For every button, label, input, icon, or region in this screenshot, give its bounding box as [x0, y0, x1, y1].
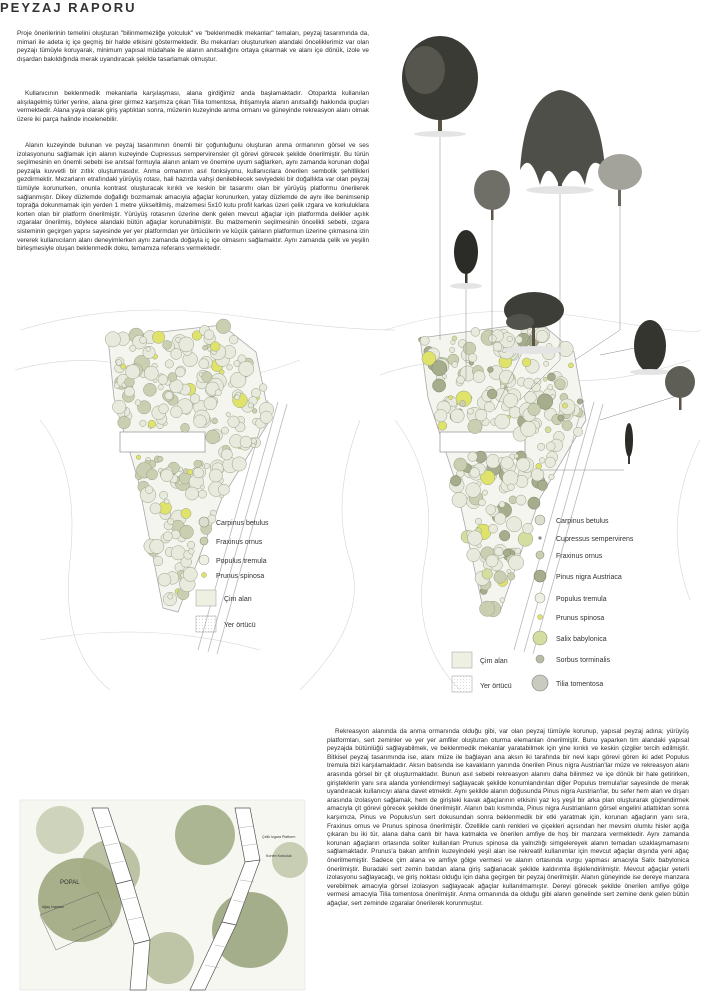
- tree-canopy-symbol: [508, 555, 523, 570]
- entrance-paragraph: Kullanıcının beklenmedik mekanlarla karşılaşması, alana girdiğimiz anda başlamaktadır. Otoparkta kullanılan alışılagelmiş türler yerine, alana girer girmez karşımıza çıkan Tilia tomentosa, ihtişamıyla alanın anıtsallığı hakkında ipuçları vermektedir. Alana yaya olarak giriş yaptıktan sonra, müzenin kuzeyinde anma ormanı ve güneyinde rekreasyon alanı olmak üzere iki parça halinde incelenebilir.: [17, 90, 369, 123]
- tree-canopy-symbol: [240, 436, 252, 448]
- tree-canopy-symbol: [234, 361, 240, 367]
- legend-swatch-populus: [199, 555, 209, 565]
- tree-canopy-symbol: [486, 454, 500, 468]
- tree-canopy-symbol: [545, 427, 551, 433]
- tree-canopy-symbol: [500, 370, 514, 384]
- tree-canopy-symbol: [235, 395, 240, 400]
- recreation-paragraph: Rekreasyon alanında da anma ormanında olduğu gibi, var olan peyzaj tümüyle korunup, yapısal peyzaj adına; yürüyüş platformları, sert zeminler ve yer yer amfiler oluşturan oturma elemanları önerilmiştir. Bunu yaparken tim alandaki yapısal peyzajda bütünlüğü sağlayabilmek, ve beklenmedik mekanlar yaratabilmek için yine kırıklı ve keskin çizgiler tercih edilmiştir. Bitkisel peyzaj tasarımında ise, alanı müze ile bağlayan ana aksın iki tarafında bir nevi kapı görevi gören iki adet Populus tremula bizi karşılamaktadır. Aksın batısında ise kavakların yanında önerilen Pinus nigra Austrian'lar müze ve rekreasyon alanı arasında görsel bir çit oluşturmaktadır. Bunun asıl sebebi rekreasyon alanını daha bilinmez ve içe dönük bir hale getirirken, girişteklerin yanı sıra alanda yonlendirmeyi sağlayacak şekilde konumlandırılan diğer Populus tremula'lar sayesinde de merak uyandıracak kullanıcıyı alana davet etmektir. Aynı şekilde alanın doğusunda Pinus nigra Austrian'lar, bu sefer hem alan ve dışarı arasında izolasyon sağlamak, hem de girişteki kavak ağaçlarının etkisini yaz kış yeşil bir arka plan oluşturarak güçlendirmek amacıyla çit görevi görecek şekilde önerilmiştir. Alanın batı kısmında, Pinus nigra Austrianların görsel engelini atlattıktan sonra karşımıza, Pinus ve Populus'un sert dokusundan sonra beklenmedik bir etki yaratmak için, korunan ağaçların yanı sıra, Fraxinus ornus ve Prunus spinosa önerilmiştir. Özellikle canlı renkleri ve çiçekleri açısından her mevsim olumlu hisler açığa çıkaran bu iki tür, alana daha canlı bir hava katmakta ve önerilen amfiye de hoş bir manzara vermektedir. Aynı zamanda korunan ağaçların ortasında soliter kullanılan Prunus spinosa da yalnızlığı simgelereyek alanın temadan uzaklaşmamasını sağlamaktadır. Prunus'a bakan amfinin kuzeyindeki yeşil alan ise rekreatif kullanımlar için mevcut ağaçlar dışında yeni ağaç önerilmemiştir. Sadece çim alana ve amfiye gölge vermesi ve alanın ortasında vurgu yapması amacıyla Salix babylonica önerilmiştir. Buradaki sert zemin batıdan alana giriş sağlanacak şekilde kaldırımla ilişkilendirilmiştir. Mevcut ağaçlar yeterli izolasyonu sağlayacağı, ve giriş noktası olduğu için daha geçirgen bir peyzaj önerilmiştir. Alanın güneyinde ise dereye manzara verebilmek amacıyla görsel izolasyon sağlayacak ağaçlar kullanılmamıştır. Dereyi görecek şekilde önerilen amfiye gölge vermesi amacıyla Tilia tomentosa önerilmiştir. Anma ormanında da olduğu gibi alanın genelinde sert zemine denk gelen bütün ağaçlar, sert zeminde ızgaralar önerilerek korunmuştur.: [327, 728, 689, 907]
- tree-canopy-symbol: [482, 569, 493, 580]
- tree-canopy-symbol: [452, 362, 458, 368]
- tree-canopy-symbol: [438, 421, 447, 430]
- tree-canopy-symbol: [466, 483, 481, 498]
- tree-canopy-symbol: [204, 463, 209, 468]
- tree-canopy-symbol: [193, 468, 203, 478]
- legend-swatch-prunus: [538, 615, 543, 620]
- tree-canopy-symbol: [232, 457, 246, 471]
- tree-canopy-symbol: [499, 501, 505, 507]
- tree-canopy-symbol: [148, 420, 156, 428]
- tree-canopy-symbol: [454, 458, 467, 471]
- tree-canopy-symbol: [194, 415, 207, 428]
- tree-canopy-symbol: [118, 416, 131, 429]
- tree-canopy-symbol: [187, 541, 195, 549]
- tree-canopy-symbol: [124, 387, 134, 397]
- tree-canopy-symbol: [558, 415, 564, 421]
- legend-label: Çim alan: [224, 596, 252, 603]
- tree-canopy-symbol: [452, 492, 467, 507]
- legend-swatch-fraxinus: [536, 551, 544, 559]
- tree-canopy-symbol: [190, 394, 200, 404]
- tree-canopy-symbol: [508, 484, 515, 491]
- tree-canopy-symbol: [200, 485, 204, 489]
- tree-canopy-symbol: [248, 403, 253, 408]
- tree-canopy-symbol: [545, 457, 556, 468]
- tree-canopy-symbol: [171, 546, 185, 560]
- right-museum-building: [440, 432, 525, 452]
- tree-canopy-symbol: [548, 385, 553, 390]
- detail-plan: [20, 800, 308, 990]
- fraxinus-elevation-tree-icon: [598, 154, 642, 206]
- tree-canopy-symbol: [252, 409, 257, 414]
- legend-swatch-carpinus: [535, 515, 545, 525]
- tree-canopy-symbol: [537, 443, 544, 450]
- tree-canopy-symbol: [187, 469, 193, 475]
- tree-canopy-symbol: [521, 421, 537, 437]
- tree-canopy-symbol: [163, 340, 172, 349]
- tree-canopy-symbol: [467, 548, 481, 562]
- tree-canopy-symbol: [432, 361, 447, 376]
- tree-canopy-symbol: [216, 319, 231, 334]
- tree-canopy-symbol: [480, 601, 495, 616]
- tree-canopy-symbol: [522, 358, 531, 367]
- tree-canopy-symbol: [194, 460, 201, 467]
- tree-canopy-symbol: [489, 335, 497, 343]
- tree-canopy-symbol: [198, 490, 206, 498]
- tree-canopy-symbol: [515, 548, 521, 554]
- tree-canopy-symbol: [204, 330, 214, 340]
- tree-canopy-symbol: [577, 399, 582, 404]
- tree-canopy-symbol: [202, 372, 213, 383]
- tree-canopy-symbol: [181, 508, 191, 518]
- tree-canopy-symbol: [516, 495, 526, 505]
- tree-canopy-symbol: [227, 365, 233, 371]
- tree-canopy-symbol: [494, 571, 507, 584]
- detail-tag: Korten Korkuluk: [266, 854, 292, 858]
- legend-label: Fraxinus ornus: [216, 539, 263, 546]
- tree-canopy-symbol: [479, 499, 486, 506]
- tree-canopy-symbol: [457, 376, 465, 384]
- tree-canopy-symbol: [525, 392, 537, 404]
- tree-canopy-symbol: [143, 383, 156, 396]
- left-site-plan: [15, 310, 395, 690]
- legend-label: Tilia tomentosa: [556, 681, 604, 688]
- tree-canopy-symbol: [507, 569, 511, 573]
- tree-canopy-symbol: [450, 476, 461, 487]
- tree-canopy-symbol: [420, 336, 429, 345]
- tree-canopy-symbol: [189, 549, 195, 555]
- tree-canopy-symbol: [218, 484, 229, 495]
- tree-canopy-symbol: [433, 379, 446, 392]
- tree-canopy-symbol: [460, 400, 466, 406]
- tree-canopy-symbol: [144, 366, 158, 380]
- tree-canopy-symbol: [506, 517, 521, 532]
- tree-canopy-symbol: [501, 457, 514, 470]
- tree-canopy-symbol: [165, 392, 173, 400]
- tree-canopy-symbol: [171, 348, 182, 359]
- left-museum-building: [120, 432, 205, 452]
- legend-label: Populus tremula: [216, 558, 267, 565]
- legend-swatch-groundcover: [452, 676, 472, 692]
- tree-canopy-symbol: [489, 524, 498, 533]
- tree-canopy-symbol: [126, 365, 140, 379]
- cupressus-elevation-tree-icon: [625, 423, 633, 464]
- tree-canopy-symbol: [209, 469, 222, 482]
- tree-canopy-symbol: [486, 505, 496, 515]
- tree-canopy-symbol: [161, 469, 174, 482]
- tree-canopy-symbol: [562, 420, 572, 430]
- tree-canopy-symbol: [221, 449, 232, 460]
- tree-canopy-symbol: [536, 463, 542, 469]
- tree-canopy-symbol: [150, 539, 164, 553]
- tree-canopy-symbol: [160, 491, 168, 499]
- tree-canopy-symbol: [140, 420, 146, 426]
- tree-canopy-symbol: [158, 385, 163, 390]
- tree-canopy-symbol: [206, 430, 220, 444]
- tree-canopy-symbol: [473, 371, 485, 383]
- tree-canopy-symbol: [168, 518, 174, 524]
- tree-canopy-symbol: [204, 397, 217, 410]
- tree-canopy-symbol: [251, 443, 255, 447]
- tree-canopy-symbol: [555, 379, 566, 390]
- tree-canopy-symbol: [528, 403, 541, 416]
- tree-canopy-symbol: [260, 411, 272, 423]
- tree-canopy-symbol: [158, 375, 168, 385]
- tree-canopy-symbol: [515, 336, 522, 343]
- tree-canopy-symbol: [181, 423, 190, 432]
- tree-canopy-symbol: [482, 490, 487, 495]
- tree-canopy-symbol: [549, 474, 555, 480]
- tree-canopy-symbol: [537, 480, 547, 490]
- tree-canopy-symbol: [121, 364, 126, 369]
- legend-swatch-pinus: [534, 570, 546, 582]
- tree-canopy-symbol: [152, 331, 164, 343]
- tree-canopy-symbol: [158, 573, 171, 586]
- tree-canopy-symbol: [475, 409, 487, 421]
- legend-swatch-prunus: [202, 573, 207, 578]
- tree-canopy-symbol: [471, 328, 480, 337]
- tree-canopy-symbol: [180, 525, 194, 539]
- tree-canopy-symbol: [495, 547, 504, 556]
- legend-label: Yer örtücü: [480, 683, 512, 690]
- tree-canopy-symbol: [203, 345, 208, 350]
- tree-canopy-symbol: [168, 373, 177, 382]
- legend-label: Prunus spinosa: [216, 573, 265, 580]
- tree-canopy-symbol: [147, 469, 158, 480]
- tree-canopy-symbol: [543, 377, 547, 381]
- tree-canopy-symbol: [112, 400, 126, 414]
- legend-label: Carpinus betulus: [216, 520, 269, 527]
- tree-canopy-symbol: [165, 360, 173, 368]
- tree-canopy-symbol: [229, 335, 238, 344]
- tree-canopy-symbol: [179, 337, 194, 352]
- legend-swatch-populus: [535, 593, 545, 603]
- tilia-elevation-tree-icon: [402, 36, 478, 137]
- legend-label: Cupressus sempervirens: [556, 536, 634, 543]
- carpinus-elevation-tree-icon: [630, 320, 670, 375]
- legend-label: Fraxinus ornus: [556, 553, 603, 560]
- tree-canopy-symbol: [528, 497, 540, 509]
- legend-swatch-tilia: [532, 675, 548, 691]
- tree-canopy-symbol: [212, 418, 218, 424]
- tree-canopy-symbol: [516, 458, 530, 472]
- legend-swatch-grass: [196, 590, 216, 606]
- tree-canopy-symbol: [183, 567, 197, 581]
- legend-swatch-fraxinus: [200, 537, 208, 545]
- tree-canopy-symbol: [468, 452, 478, 462]
- tree-canopy-symbol: [130, 345, 136, 351]
- tree-canopy-symbol: [199, 359, 209, 369]
- detail-area-label: POPAL: [60, 880, 80, 886]
- legend-swatch-groundcover: [196, 616, 216, 632]
- tree-canopy-symbol: [449, 396, 453, 400]
- tree-canopy-symbol: [164, 499, 169, 504]
- tree-canopy-symbol: [163, 532, 172, 541]
- legend-swatch-cupressus: [538, 536, 541, 539]
- tree-canopy-symbol: [468, 408, 474, 414]
- legend-label: Yer örtücü: [224, 622, 256, 629]
- tree-canopy-symbol: [509, 407, 521, 419]
- tree-canopy-symbol: [574, 427, 583, 436]
- tree-canopy-symbol: [468, 419, 482, 433]
- tree-canopy-symbol: [507, 573, 515, 581]
- memorial-forest-paragraph: Alanın kuzeyinde bulunan ve peyzaj tasarımının önemli bir çoğunluğunu oluşturan anma ormanının görsel ve ses izolasyonunu sağlamak için alanın kuzeyinde Cupressus sempervirensler çit görevi görecek şekilde önerilmiştir. Bu türün seçilmesinin en önemli sebebi ise anıtsal formuyla alanın anlam ve önemine uyum sağlarken, aynı zamanda korunan doğal peyzajla kuvvetli bir zıtlık oluşturmasıdır. Anma ormanının asıl fonksiyonu, kullanıcılara önerilen sembolik şehitlikleri gezdirmektir. Mezarların etrafındaki yürüyüş rotası, hali hazırda vahşi denilebilecek seviyedeki bir doğallıkta var olan peyzaj tümüyle korunurken, onunla kontrast oluşturacak kırıklı ve keskin bir tasarımı olan bir yürüyüş platformu önerilerek sağlanmıştır. Dikey düzlemde doğallığı bozmamak amacıyla ağaçlar korunurken, yatay düzlemde de aynı ilke benimsenip toprağa dokunmamak için yerden 1 metre yükseltilmiş, malzemesi 5x10 kutu profil karkas üzeri çelik ızgara ve korkuluklara korten olan bir platform önerilmiştir. Yürüyüş rotasının üzerine denk gelen mevcut ağaçlar için platformda delikler açılık ızgaralar önerilmiş, böylece alandaki bütün ağaçlar korunabilmiştir. Bu malzemenin seçilmesinin öncelikli sebebi, ızgara sisteminin geçirgen yapısı sayesinde yer yer platformdan yer örtücülerin ve küçük çalıların platformun üzerine çıkmasına izin vererek kullanıcıların alanı deneyimlerken aynı zamanda doğayla iç içe olmasını sağlamaktır. Aynı zamanda çelik ve yeşilin birleşmesiyle oluşan beklenmedik doku, temamıza referans vermektedir.: [17, 142, 369, 253]
- legend-label: Pinus nigra Austriaca: [556, 574, 622, 581]
- detail-tag: Çelik Izgara Platform: [262, 835, 296, 839]
- legend-swatch-grass: [452, 652, 472, 668]
- tree-canopy-symbol: [500, 598, 505, 603]
- legend-label: Salix babylonica: [556, 636, 607, 643]
- tree-canopy-symbol: [239, 361, 254, 376]
- tree-canopy-symbol: [518, 532, 533, 547]
- tree-canopy-symbol: [451, 409, 465, 423]
- tree-canopy-symbol: [562, 403, 567, 408]
- tree-canopy-symbol: [493, 342, 502, 351]
- tree-canopy-symbol: [159, 404, 169, 414]
- tree-canopy-symbol: [503, 549, 510, 556]
- sorbus-elevation-tree-icon: [474, 170, 510, 220]
- tree-canopy-symbol: [135, 400, 141, 406]
- legend-label: Populus tremula: [556, 596, 607, 603]
- tree-canopy-symbol: [170, 406, 182, 418]
- tree-canopy-symbol: [546, 442, 555, 451]
- legend-label: Carpinus betulus: [556, 518, 609, 525]
- tree-canopy-symbol: [536, 330, 548, 342]
- tree-canopy-symbol: [140, 337, 147, 344]
- legend-swatch-sorbus: [536, 655, 544, 663]
- tree-canopy-symbol: [539, 457, 545, 463]
- tree-canopy-symbol: [514, 454, 518, 458]
- tree-canopy-symbol: [523, 523, 534, 534]
- intro-paragraph: Proje önerilerinin temelini oluşturan "bilinmemezliğe yolculuk" ve "beklenmedik mekanlar" temaları, peyzaj tasarımında da, mimari ile adeta iç içe geçmiş bir halde etkisini göstermektedir. Bu mekanları oluştururken alandaki önceliklerimiz var olan peyzajı tümüyle koruyarak, minimum yapısal müdahale ile alanın anıtsallığını ortaya çıkarmak ve alanı içe dönük, izole ve dışardan bakıldığında merak uyandıracak şekilde tasarlamak olmuştur.: [17, 30, 369, 63]
- detail-tag: Ağaç Izgarası: [42, 905, 64, 909]
- tree-canopy-symbol: [221, 427, 228, 434]
- tree-canopy-symbol: [145, 486, 153, 494]
- tree-canopy-symbol: [211, 342, 221, 352]
- tree-canopy-symbol: [500, 384, 504, 388]
- legend-label: Prunus spinosa: [556, 615, 605, 622]
- page-title: PEYZAJ RAPORU: [0, 0, 137, 15]
- tree-canopy-symbol: [468, 354, 477, 363]
- legend-label: Çim alan: [480, 658, 508, 665]
- tree-canopy-symbol: [484, 402, 494, 412]
- tree-canopy-symbol: [468, 531, 483, 546]
- tree-canopy-symbol: [171, 530, 180, 539]
- tree-canopy-symbol: [435, 409, 448, 422]
- tree-canopy-symbol: [168, 594, 173, 599]
- tree-canopy-symbol: [544, 361, 549, 366]
- tree-canopy-symbol: [226, 412, 230, 416]
- tree-canopy-symbol: [116, 360, 122, 366]
- tree-canopy-symbol: [451, 340, 455, 344]
- tree-canopy-symbol: [499, 530, 510, 541]
- tree-canopy-symbol: [470, 468, 480, 478]
- tree-canopy-symbol: [547, 373, 555, 381]
- populus-elevation-tree-icon: [450, 230, 482, 289]
- prunus-elevation-tree-icon: [665, 366, 695, 410]
- tree-canopy-symbol: [487, 389, 497, 399]
- tree-canopy-symbol: [259, 384, 267, 392]
- tree-canopy-symbol: [150, 503, 161, 514]
- tree-canopy-symbol: [105, 332, 120, 347]
- tree-canopy-symbol: [507, 336, 513, 342]
- tree-canopy-symbol: [475, 518, 481, 524]
- tree-canopy-symbol: [153, 556, 163, 566]
- tree-canopy-symbol: [495, 414, 510, 429]
- tree-canopy-symbol: [494, 513, 506, 525]
- tree-canopy-symbol: [488, 367, 494, 373]
- tree-canopy-symbol: [185, 487, 198, 500]
- tree-canopy-symbol: [146, 347, 151, 352]
- legend-label: Sorbus torminalis: [556, 657, 611, 664]
- tree-canopy-symbol: [504, 393, 518, 407]
- tree-canopy-symbol: [228, 416, 240, 428]
- tree-canopy-symbol: [136, 455, 140, 459]
- tree-canopy-symbol: [568, 363, 573, 368]
- tree-canopy-symbol: [486, 555, 498, 567]
- salix-elevation-tree-icon: [520, 90, 605, 194]
- tree-canopy-symbol: [463, 342, 476, 355]
- legend-swatch-carpinus: [199, 517, 209, 527]
- tree-canopy-symbol: [158, 456, 164, 462]
- tree-canopy-symbol: [449, 347, 454, 352]
- tree-canopy-symbol: [215, 390, 221, 396]
- legend-swatch-salix: [533, 631, 547, 645]
